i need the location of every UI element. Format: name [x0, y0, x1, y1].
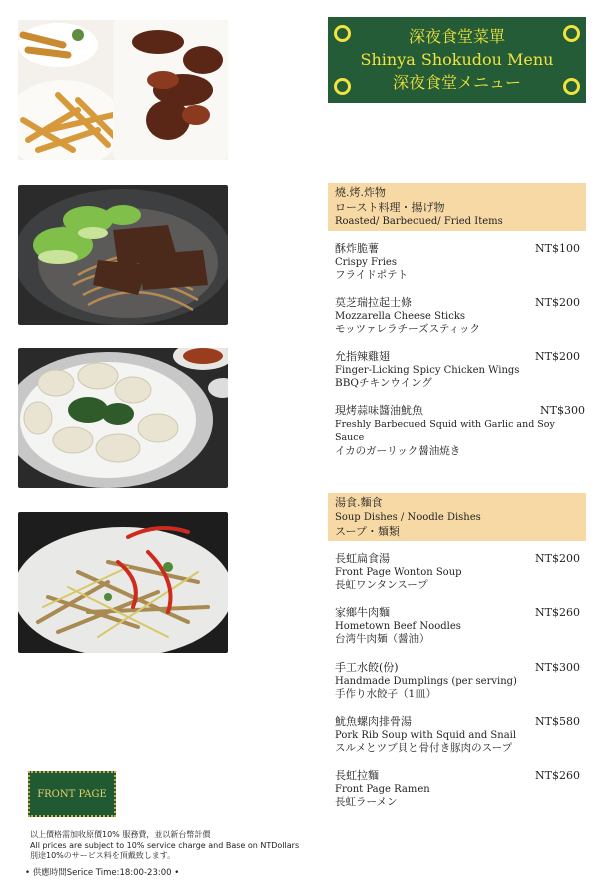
- item-name-ja: 長虹ワンタンスープ: [335, 579, 428, 591]
- item-name-zh: 長虹拉麵: [335, 769, 379, 782]
- menu-item: [335, 661, 580, 702]
- item-name-zh: 允指辣雞翅: [335, 350, 390, 363]
- circle-ornament-icon: [563, 25, 580, 42]
- circle-ornament-icon: [563, 78, 580, 95]
- title-english: Shinya Shokudou Menu: [360, 50, 554, 69]
- service-time: • 供應時間Serice Time:18:00-23:00 •: [25, 868, 180, 878]
- item-name-ja: フライドポテト: [335, 269, 409, 281]
- menu-item: [335, 715, 580, 756]
- menu-item: [335, 296, 580, 337]
- item-price: NT$200: [535, 350, 580, 363]
- photo-beef-noodles: [18, 185, 228, 325]
- circle-ornament-icon: [334, 25, 351, 42]
- title-chinese: 深夜食堂菜單: [408, 27, 505, 46]
- item-name-en: Pork Rib Soup with Squid and Snail: [335, 729, 517, 741]
- item-name-ja: BBQチキンウイング: [335, 377, 432, 389]
- item-name-en: Finger-Licking Spicy Chicken Wings: [335, 364, 520, 376]
- footnote-zh: 以上價格需加收原價10% 服務費，並以新台幣計價: [30, 830, 211, 839]
- menu-item: [335, 606, 580, 647]
- item-name-ja: 手作り水餃子（1皿）: [335, 688, 437, 700]
- circle-ornament-icon: [334, 78, 351, 95]
- item-name-zh: 酥炸脆薯: [335, 242, 379, 255]
- item-name-zh: 莫芝瑞拉起士條: [335, 296, 412, 309]
- menu-item: [335, 404, 585, 458]
- item-name-zh: 長虹扁食湯: [335, 552, 390, 565]
- category-header-grilled-fried: [328, 183, 586, 231]
- item-name-zh: 家鄉牛肉麵: [335, 606, 390, 619]
- item-name-zh: 現烤蒜味醬油魷魚: [335, 404, 423, 417]
- item-price: NT$200: [535, 552, 580, 565]
- item-price: NT$580: [535, 715, 580, 728]
- item-price: NT$260: [535, 769, 580, 782]
- item-price: NT$300: [535, 661, 580, 674]
- item-name-en: Front Page Ramen: [335, 783, 430, 795]
- item-name-zh: 魷魚螺肉排骨湯: [335, 715, 412, 728]
- menu-item: [335, 350, 580, 391]
- menu-item: [335, 552, 580, 593]
- menu-item: [335, 769, 580, 810]
- item-name-ja: モッツァレラチーズスティック: [335, 323, 481, 335]
- item-name-zh: 手工水餃(份): [335, 661, 399, 674]
- item-name-en: Front Page Wonton Soup: [335, 566, 462, 578]
- item-name-ja: スルメとツブ貝と骨付き豚肉のスープ: [335, 742, 513, 754]
- photo-stir-fried-dish: [18, 512, 228, 653]
- item-name-en: Crispy Fries: [335, 256, 397, 268]
- title-japanese: 深夜食堂メニュー: [392, 73, 521, 92]
- footnote-en: All prices are subject to 10% service charge and Base on NTDollars: [30, 840, 300, 850]
- category-title-en: Soup Dishes / Noodle Dishes: [335, 511, 481, 523]
- item-price: NT$100: [535, 242, 580, 255]
- footnote-ja: 別途10%のサービス料を頂戴致します。: [30, 851, 176, 860]
- logo-text: FRONT PAGE: [37, 788, 107, 800]
- category-title-zh: 湯食.麵食: [335, 496, 383, 509]
- category-title-zh: 燒.烤.炸物: [335, 186, 386, 199]
- item-price: NT$200: [535, 296, 580, 309]
- item-name-en: Hometown Beef Noodles: [335, 620, 461, 632]
- price-footnote: [30, 830, 299, 862]
- item-price: NT$300: [540, 404, 585, 417]
- category-title-ja: スープ・麺類: [335, 525, 400, 538]
- item-name-en: Freshly Barbecued Squid with Garlic and Soy Sauce: [335, 418, 555, 443]
- menu-item: [335, 242, 580, 283]
- menu-title-banner: [328, 17, 586, 103]
- item-name-en: Handmade Dumplings (per serving): [335, 675, 517, 687]
- item-name-en: Mozzarella Cheese Sticks: [335, 310, 466, 322]
- item-price: NT$260: [535, 606, 580, 619]
- front-page-logo: [28, 771, 116, 817]
- item-name-ja: 長虹ラーメン: [335, 796, 398, 808]
- photo-dumplings: [18, 348, 228, 488]
- item-name-ja: イカのガーリック醤油焼き: [335, 444, 461, 457]
- photo-fries-and-wings: [18, 20, 228, 160]
- item-name-ja: 台湾牛肉麺（醤油）: [335, 633, 430, 645]
- category-title-en: Roasted/ Barbecued/ Fried Items: [335, 216, 503, 227]
- category-header-soup-noodles: [328, 493, 586, 541]
- category-title-ja: ロースト料理・揚げ物: [335, 200, 445, 214]
